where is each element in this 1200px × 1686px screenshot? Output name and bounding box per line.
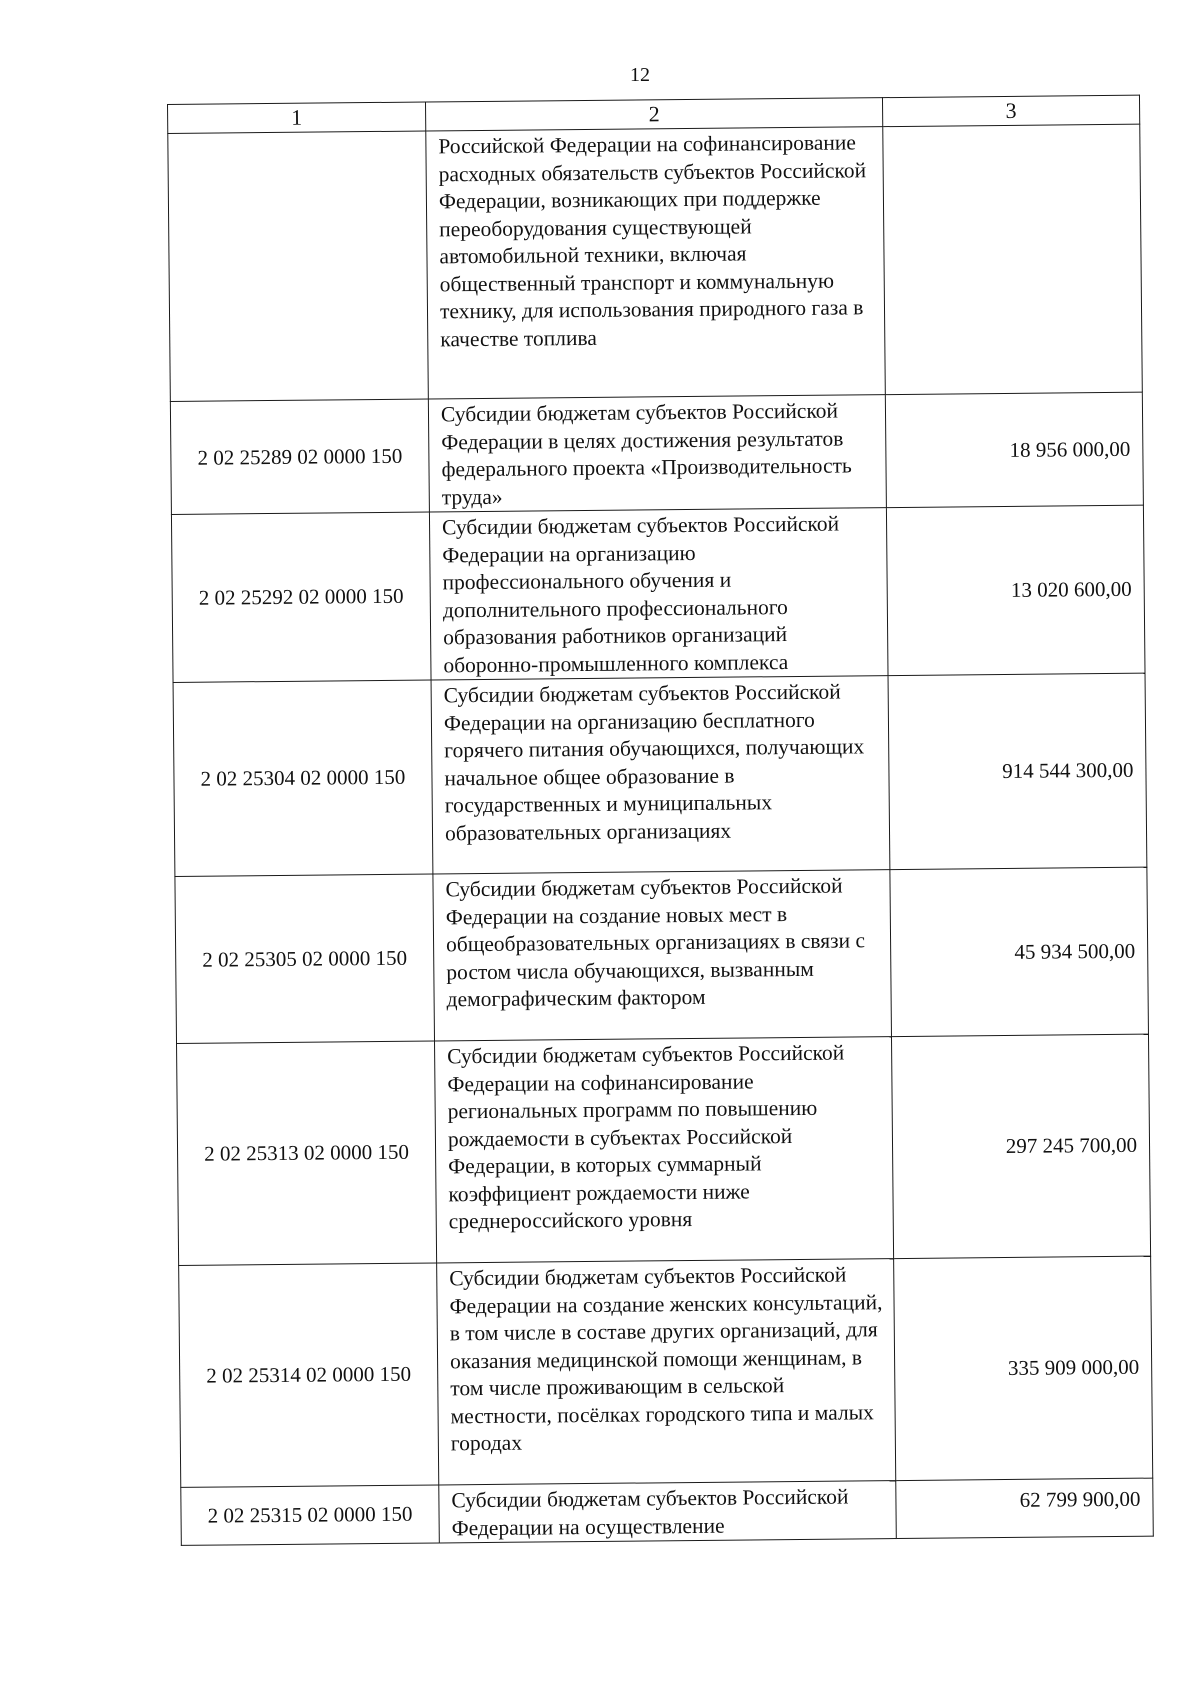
table-row [179,1256,1153,1487]
column-header-2: 2 [425,98,882,131]
description-cell: Субсидии бюджетам субъектов Российской Федерации на создание женских консультаций, в том числе в составе других организаций, для оказания медицинской помощи женщинам, в том числе проживающим в сельской местности, посёлках городского типа и малых городах [437,1259,896,1485]
budget-code-cell: 2 02 25289 02 0000 150 [170,399,429,514]
budget-code-cell: 2 02 25304 02 0000 150 [173,680,433,876]
budget-code-cell [168,131,429,401]
description-cell: Субсидии бюджетам субъектов Российской Федерации на осуществление [439,1481,897,1543]
amount-cell [883,124,1143,394]
table-row [181,1478,1154,1545]
amount-cell: 13 020 600,00 [886,505,1145,675]
table-row [175,867,1149,1043]
budget-code-cell: 2 02 25314 02 0000 150 [179,1263,439,1487]
budget-revenue-table [167,95,1154,1546]
description-cell: Субсидии бюджетам субъектов Российской Федерации на создание новых мест в общеобразовательных организациях в связи с ростом числа обучающихся, вызванным демографическим фактором [433,870,892,1041]
budget-table-wrapper [167,95,1153,1546]
amount-cell: 297 245 700,00 [891,1034,1150,1258]
table-row [170,392,1143,514]
page-number: 12 [630,64,650,86]
table-row [168,124,1143,401]
amount-cell: 45 934 500,00 [890,867,1149,1036]
budget-code-cell: 2 02 25292 02 0000 150 [171,512,431,682]
column-header-1: 1 [168,102,426,133]
column-header-3: 3 [882,95,1139,126]
amount-cell: 914 544 300,00 [888,673,1147,869]
budget-code-cell: 2 02 25315 02 0000 150 [181,1485,440,1545]
description-cell: Российской Федерации на софинансирование расходных обязательств субъектов Российской Федерации, возникающих при поддержке переоборудования существующей автомобильной техники, включая общественный транспорт и коммунальную технику, для использования природного газа в качестве топлива [426,127,886,399]
amount-cell: 335 909 000,00 [894,1256,1153,1480]
description-cell: Субсидии бюджетам субъектов Российской Федерации на организацию профессионального обучения и дополнительного профессионального образования работников организаций оборонно-промышленного комплекса [429,508,888,680]
table-row [177,1034,1151,1265]
budget-code-cell: 2 02 25305 02 0000 150 [175,874,435,1043]
description-cell: Субсидии бюджетам субъектов Российской Федерации в целях достижения результатов федерального проекта «Производительность труда» [428,395,886,512]
amount-cell: 18 956 000,00 [885,392,1143,507]
table-row [173,673,1147,876]
description-cell: Субсидии бюджетам субъектов Российской Федерации на организацию бесплатного горячего питания обучающихся, получающих начальное общее образование в государственных и муниципальных образовательных организациях [431,676,890,874]
amount-cell: 62 799 900,00 [896,1478,1154,1538]
description-cell: Субсидии бюджетам субъектов Российской Федерации на софинансирование региональных программ по повышению рождаемости в субъектах Российской Федерации, в которых суммарный коэффициент рождаемости ниже среднероссийского уровня [435,1037,894,1263]
budget-code-cell: 2 02 25313 02 0000 150 [177,1041,437,1265]
table-row [171,505,1145,682]
